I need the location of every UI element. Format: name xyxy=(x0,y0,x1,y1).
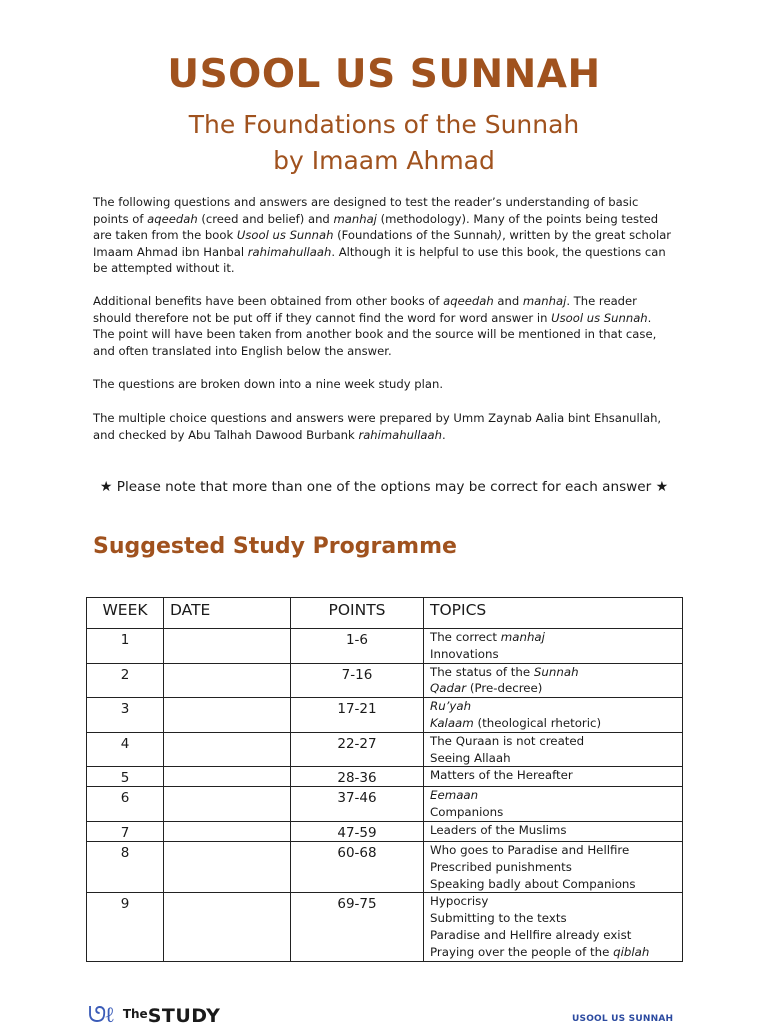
text-run: Companions xyxy=(430,805,504,820)
italic-term: rahimahullaah xyxy=(247,244,332,259)
cell-topics xyxy=(424,821,683,841)
text-run: Submitting to the texts xyxy=(430,911,567,926)
text-run: (Foundations of the Sunnah xyxy=(333,228,498,243)
document-subtitle: The Foundations of the Sunnah xyxy=(188,110,580,139)
cell-points: 1-6 xyxy=(291,629,424,664)
cell-week: 8 xyxy=(87,841,164,892)
cell-date xyxy=(164,841,291,892)
table-row xyxy=(87,732,683,767)
italic-term: rahimahullaah xyxy=(358,427,442,442)
footer-running-title: USOOL US SUNNAH xyxy=(572,1014,674,1024)
header-points: POINTS xyxy=(291,598,424,629)
text-run: Hypocrisy xyxy=(430,894,489,909)
italic-term: Qadar xyxy=(430,681,467,696)
cell-date xyxy=(164,821,291,841)
cell-points: 37-46 xyxy=(291,787,424,822)
document-author-line: by Imaam Ahmad xyxy=(273,146,495,175)
header-date: DATE xyxy=(164,598,291,629)
italic-term: Usool us Sunnah xyxy=(236,228,334,243)
cell-week: 3 xyxy=(87,698,164,733)
table-body xyxy=(87,629,683,962)
cell-topics xyxy=(424,787,683,822)
text-run: (theological rhetoric) xyxy=(473,715,602,730)
topic-line xyxy=(430,927,676,944)
topic-line xyxy=(430,876,676,893)
cell-week: 7 xyxy=(87,821,164,841)
cell-date xyxy=(164,629,291,664)
star-icon: ★ xyxy=(655,479,669,495)
text-run: The status of the xyxy=(430,664,534,679)
cell-points: 17-21 xyxy=(291,698,424,733)
cell-date xyxy=(164,732,291,767)
cell-week: 1 xyxy=(87,629,164,664)
text-run: (Pre-decree) xyxy=(466,681,543,696)
topic-line xyxy=(430,822,676,839)
topic-line xyxy=(430,893,676,910)
table-row xyxy=(87,893,683,961)
intro-paragraph-4 xyxy=(93,410,675,443)
cell-points: 22-27 xyxy=(291,732,424,767)
section-heading: Suggested Study Programme xyxy=(93,534,457,559)
table-header-row xyxy=(87,598,683,629)
cell-points: 69-75 xyxy=(291,893,424,961)
topic-line xyxy=(430,733,676,750)
table-row xyxy=(87,663,683,698)
text-run: and xyxy=(493,294,523,308)
topic-line xyxy=(430,842,676,859)
italic-term: Usool us Sunnah xyxy=(551,310,648,325)
text-run: Matters of the Hereafter xyxy=(430,768,573,783)
text-run: Prescribed punishments xyxy=(430,859,572,874)
logo-the: The xyxy=(122,1007,148,1021)
intro-paragraph-2 xyxy=(93,293,675,359)
text-run: The following questions and answers are designed to test the reader’s understanding of basic points of xyxy=(93,195,639,226)
text-run: Innovations xyxy=(430,646,499,661)
text-run: . xyxy=(441,427,446,442)
text-run: The multiple choice questions and answers were prepared by Umm Zaynab Aalia bint Ehsanullah, and checked by Abu Talhah Dawood Burbank xyxy=(93,411,662,442)
note-line xyxy=(0,479,768,495)
cell-date xyxy=(164,663,291,698)
italic-term: Sunnah xyxy=(533,664,579,679)
cell-topics xyxy=(424,841,683,892)
text-run: . Although it is helpful to use this book, the questions can be attempted without it. xyxy=(93,244,666,276)
document-title: USOOL US SUNNAH xyxy=(167,52,601,97)
table-row xyxy=(87,698,683,733)
italic-term: qiblah xyxy=(613,944,650,959)
italic-term: manhaj xyxy=(333,211,377,226)
cell-date xyxy=(164,767,291,787)
intro-paragraph-1 xyxy=(93,194,675,277)
topic-line xyxy=(430,715,676,732)
cell-topics xyxy=(424,893,683,961)
logo-study: STUDY xyxy=(147,1005,221,1024)
topic-line xyxy=(430,787,676,804)
italic-term: manhaj xyxy=(500,630,545,644)
italic-term: ) xyxy=(497,228,503,243)
topic-line xyxy=(430,698,676,715)
italic-term: aqeedah xyxy=(443,294,494,308)
topic-line xyxy=(430,646,676,663)
cell-topics xyxy=(424,663,683,698)
italic-term: Eemaan xyxy=(430,788,479,803)
text-run: The correct xyxy=(430,630,501,644)
topic-line xyxy=(430,859,676,876)
cell-date xyxy=(164,893,291,961)
cell-points: 47-59 xyxy=(291,821,424,841)
star-icon: ★ xyxy=(99,479,113,495)
cell-points: 7-16 xyxy=(291,663,424,698)
italic-term: aqeedah xyxy=(147,211,198,226)
text-run: Leaders of the Muslims xyxy=(430,822,567,837)
cell-week: 6 xyxy=(87,787,164,822)
cell-topics xyxy=(424,767,683,787)
italic-term: Ru’yah xyxy=(430,699,472,714)
topic-line xyxy=(430,680,676,697)
cell-week: 9 xyxy=(87,893,164,961)
text-run: . The reader should therefore not be put off if they cannot find the word for word answer in xyxy=(93,294,637,325)
table-row xyxy=(87,821,683,841)
text-run: The questions are broken down into a nine week study plan. xyxy=(93,377,444,391)
text-run: . The point will have been taken from another book and the source will be mentioned in that case, and often translated into English below the answer. xyxy=(93,310,657,358)
topic-line xyxy=(430,944,676,961)
text-run: Who goes to Paradise and Hellfire xyxy=(430,842,630,857)
topic-line xyxy=(430,910,676,927)
intro-paragraph-3 xyxy=(93,376,675,393)
cell-date xyxy=(164,787,291,822)
cell-points: 60-68 xyxy=(291,841,424,892)
italic-term: Kalaam xyxy=(430,715,474,730)
text-run: Seeing Allaah xyxy=(430,750,511,765)
cell-points: 28-36 xyxy=(291,767,424,787)
study-logo xyxy=(88,1002,220,1024)
topic-line xyxy=(430,767,676,784)
cell-week: 2 xyxy=(87,663,164,698)
table-row xyxy=(87,841,683,892)
header-week: WEEK xyxy=(87,598,164,629)
italic-term: manhaj xyxy=(522,294,567,308)
logo-mark-icon: ᘎℓ xyxy=(88,1003,113,1024)
table-row xyxy=(87,629,683,664)
table-row xyxy=(87,787,683,822)
text-run: Speaking badly about Companions xyxy=(430,876,636,891)
note-text: Please note that more than one of the options may be correct for each answer xyxy=(116,479,652,495)
cell-topics xyxy=(424,629,683,664)
table-row xyxy=(87,767,683,787)
text-run: , written by the great scholar Imaam Ahmad ibn Hanbal xyxy=(93,228,672,259)
topic-line xyxy=(430,750,676,767)
text-run: Additional benefits have been obtained from other books of xyxy=(93,294,444,308)
cell-week: 4 xyxy=(87,732,164,767)
text-run: (creed and belief) and xyxy=(197,211,334,226)
topic-line xyxy=(430,804,676,821)
text-run: Praying over the people of the xyxy=(430,944,614,959)
topic-line xyxy=(430,629,676,646)
header-topics: TOPICS xyxy=(424,598,683,629)
cell-topics xyxy=(424,732,683,767)
cell-date xyxy=(164,698,291,733)
cell-week: 5 xyxy=(87,767,164,787)
topic-line xyxy=(430,664,676,681)
text-run: (methodology). Many of the points being tested are taken from the book xyxy=(93,211,659,243)
text-run: Paradise and Hellfire already exist xyxy=(430,927,632,942)
text-run: The Quraan is not created xyxy=(430,733,585,748)
study-programme-table xyxy=(86,597,683,962)
cell-topics xyxy=(424,698,683,733)
